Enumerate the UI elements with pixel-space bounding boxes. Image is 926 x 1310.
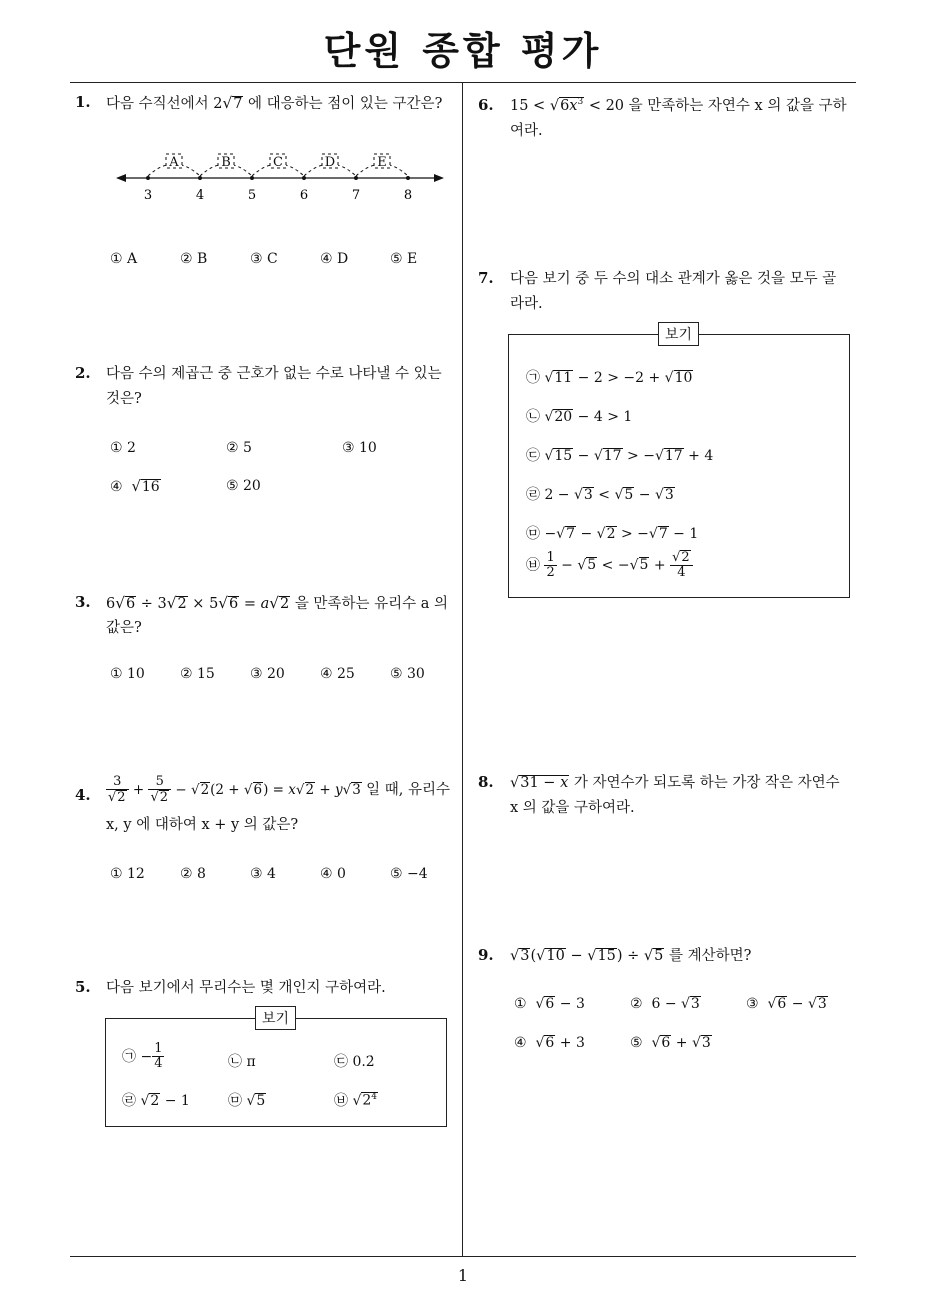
number-line-tick-label: 6 xyxy=(299,188,309,203)
q7-item-1: ㉠ √11 − 2 > −2 + √10 xyxy=(526,370,693,386)
q1-choice-1[interactable]: ① A xyxy=(110,251,138,267)
q2-choice-2[interactable]: ② 5 xyxy=(226,440,252,456)
q9-choice-3[interactable]: ③ √6 − √3 xyxy=(746,996,827,1012)
q5-number: 5. xyxy=(75,978,91,996)
q9-choice-2[interactable]: ② 6 − √3 xyxy=(630,996,700,1012)
q2-number: 2. xyxy=(75,364,91,382)
q5-item-1: ㉠ − $\frac{1}{4}$ xyxy=(122,1041,163,1072)
q5-item-6: ㉥ $√2^4$ xyxy=(334,1092,378,1109)
q9-choice-1[interactable]: ① √6 − 3 xyxy=(514,996,585,1012)
q7-item-4: ㉣ 2 − √3 < √5 − √3 xyxy=(526,487,674,503)
q4-text-line2: x, y 에 대하여 x + y 의 값은? xyxy=(106,817,299,833)
q1-choice-3[interactable]: ③ C xyxy=(250,251,278,267)
number-line-tick-label: 4 xyxy=(195,188,205,203)
q4-choice-4[interactable]: ④ 0 xyxy=(320,866,346,882)
q4-text-line1: $\frac{3}{√2}$ + $\frac{5}{√2}$ − √2(2 + √6) = x√2 + y√3 일 때, 유리수 xyxy=(108,774,451,806)
q3-text-line1: 6√6 ÷ 3√2 × 5√6 = a√2 을 만족하는 유리수 a 의 xyxy=(106,594,448,612)
q8-text-line1: √31 − x 가 자연수가 되도록 하는 가장 작은 자연수 xyxy=(510,775,840,791)
q4-choice-5[interactable]: ⑤ −4 xyxy=(390,866,428,882)
q6-number: 6. xyxy=(478,96,494,114)
number-line-tick xyxy=(146,176,150,180)
number-line-interval-label: B xyxy=(221,155,231,170)
q4-number: 4. xyxy=(75,786,91,804)
page-number: 1 xyxy=(457,1266,469,1285)
q5-item-3: ㉢ 0.2̇ xyxy=(334,1054,375,1070)
q2-text-line1: 다음 수의 제곱근 중 근호가 없는 수로 나타낼 수 있는 xyxy=(106,366,442,382)
q2-choice-1[interactable]: ① 2 xyxy=(110,440,136,456)
number-line-interval-label: E xyxy=(377,155,387,170)
number-line-tick xyxy=(198,176,202,180)
q3-text-line2: 값은? xyxy=(106,620,142,636)
q7-item-6: ㉥ $\frac{1}{2}$ − √5 < −√5 + $\frac{√2}{4}$ xyxy=(526,550,693,581)
q3-choice-2[interactable]: ② 15 xyxy=(180,666,215,682)
q9-number: 9. xyxy=(478,946,494,964)
q3-number: 3. xyxy=(75,593,91,611)
q8-number: 8. xyxy=(478,773,494,791)
q7-number: 7. xyxy=(478,269,494,287)
q4-choice-2[interactable]: ② 8 xyxy=(180,866,206,882)
bottom-rule xyxy=(70,1256,856,1257)
q7-text-line1: 다음 보기 중 두 수의 대소 관계가 옳은 것을 모두 골 xyxy=(510,271,837,287)
number-line-tick-label: 3 xyxy=(143,188,153,203)
top-rule xyxy=(70,82,856,83)
q1-text: 다음 수직선에서 2√7 에 대응하는 점이 있는 구간은? xyxy=(106,94,443,112)
page-title: 단원 종합 평가 xyxy=(323,29,603,73)
q2-choice-4[interactable]: ④ √16 xyxy=(110,478,160,495)
q1-choice-4[interactable]: ④ D xyxy=(320,251,349,267)
q5-example-box xyxy=(105,1018,447,1127)
q3-choice-5[interactable]: ⑤ 30 xyxy=(390,666,425,682)
q2-text-line2: 것은? xyxy=(106,391,142,407)
q9-choice-5[interactable]: ⑤ √6 + √3 xyxy=(630,1035,711,1051)
q3-choice-1[interactable]: ① 10 xyxy=(110,666,145,682)
q1-choice-2[interactable]: ② B xyxy=(180,251,208,267)
q7-item-3: ㉢ √15 − √17 > −√17 + 4 xyxy=(526,448,714,464)
number-line xyxy=(110,148,450,208)
number-line-tick xyxy=(250,176,254,180)
q4-choice-1[interactable]: ① 12 xyxy=(110,866,145,882)
q2-choice-5[interactable]: ⑤ 20 xyxy=(226,478,261,494)
q5-item-2: ㉡ π xyxy=(228,1054,256,1070)
q5-item-5: ㉤ √5 xyxy=(228,1093,266,1109)
q4-choice-3[interactable]: ③ 4 xyxy=(250,866,276,882)
number-line-tick-label: 7 xyxy=(351,188,361,203)
q2-choice-3[interactable]: ③ 10 xyxy=(342,440,377,456)
q5-text: 다음 보기에서 무리수는 몇 개인지 구하여라. xyxy=(106,980,386,996)
q8-text-line2: x 의 값을 구하여라. xyxy=(510,800,635,816)
number-line-tick-label: 5 xyxy=(247,188,257,203)
number-line-interval-label: A xyxy=(169,155,179,170)
q7-item-2: ㉡ √20 − 4 > 1 xyxy=(526,409,633,425)
q5-box-label: 보기 xyxy=(255,1006,296,1030)
q1-choice-5[interactable]: ⑤ E xyxy=(390,251,418,267)
number-line-tick xyxy=(406,176,410,180)
q7-text-line2: 라라. xyxy=(510,296,543,312)
column-divider xyxy=(462,82,463,1256)
number-line-tick xyxy=(302,176,306,180)
number-line-interval-label: C xyxy=(273,155,283,170)
q9-choice-4[interactable]: ④ √6 + 3 xyxy=(514,1035,585,1051)
q6-text-line1: $15 < √6x^3 < 20$ 을 만족하는 자연수 x 의 값을 구하 xyxy=(510,97,847,114)
q9-text-line1: √3(√10 − √15) ÷ √5 를 계산하면? xyxy=(510,948,752,964)
q3-choice-3[interactable]: ③ 20 xyxy=(250,666,285,682)
number-line-interval-label: D xyxy=(324,155,336,170)
number-line-tick xyxy=(354,176,358,180)
q7-item-5: ㉤ −√7 − √2 > −√7 − 1 xyxy=(526,526,699,542)
q6-text-line2: 여라. xyxy=(510,123,543,139)
q3-choice-4[interactable]: ④ 25 xyxy=(320,666,355,682)
number-line-tick-label: 8 xyxy=(403,188,413,203)
q5-item-4: ㉣ √2 − 1 xyxy=(122,1093,190,1109)
q7-box-label: 보기 xyxy=(658,322,699,346)
q1-number: 1. xyxy=(75,93,91,111)
